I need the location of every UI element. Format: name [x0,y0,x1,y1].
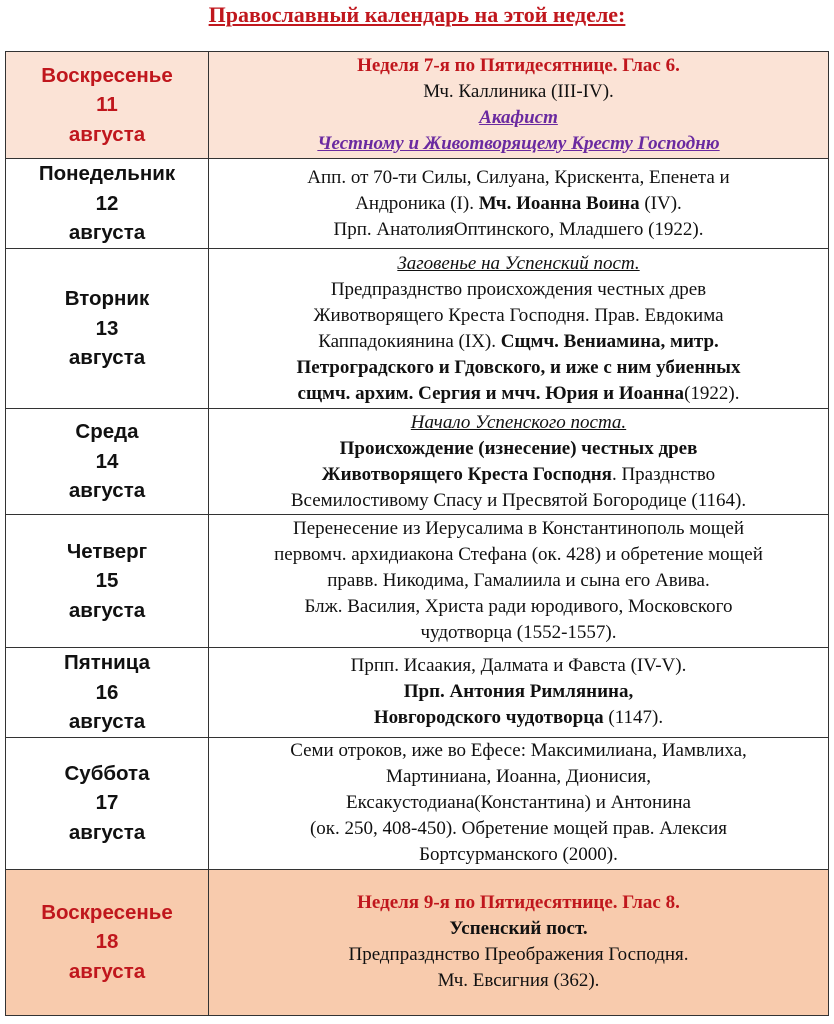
weekday: Пятница [64,651,150,674]
month: августа [68,221,146,245]
fast-note: Начало Успенского поста. [410,411,627,433]
description-cell [209,52,829,159]
description-line: Перенесение из Иерусалима в Константинополь мощей [293,518,744,539]
month: августа [68,959,146,983]
day-number: 16 [95,680,119,704]
month: августа [68,479,146,503]
description-line: чудотворца (1552-1557). [420,622,617,643]
description-line: Блж. Василия, Христа ради юродивого, Московского [304,596,733,617]
table-row [6,648,829,738]
description-line: Петроградского и Гдовского, и иже с ним убиенных [296,356,741,378]
weekday: Среда [75,420,139,444]
description-cell [209,249,829,409]
weekday: Четверг [66,539,148,563]
day-number: 17 [95,791,119,815]
month: августа [68,598,146,622]
description-line: Семи отроков, иже во Ефесе: Максимилиана, Иамвлиха, [290,740,747,761]
description-line: Всемилостивому Спасу и Пресвятой Богородице (1164). [290,489,747,511]
description-cell [209,869,829,1015]
description-line: Животворящего Креста Господня. Прав. Евдокима [313,304,724,326]
day-number: 11 [96,93,118,117]
weekday: Понедельник [38,162,176,186]
feast-title: Неделя 9-я по Пятидесятнице. Глас 8. [357,892,680,913]
description-line: Мартиниана, Иоанна, Дионисия, [386,766,651,787]
month: августа [68,346,146,370]
description-line: первомч. архидиакона Стефана (ок. 428) и обретение мощей [274,544,763,565]
description-line: Андроника (I). Мч. Иоанна Воина (IV). [355,192,682,214]
feast-title: Неделя 7-я по Пятидесятнице. Глас 6. [357,55,680,76]
table-row [6,409,829,515]
description-line: сщмч. архим. Сергия и мчч. Юрия и Иоанна(1922). [297,382,740,404]
description-line: Прп. Антония Римлянина, [403,681,634,703]
fast-note: Заговенье на Успенский пост. [397,252,640,274]
description-line: Предпразднство происхождения честных древ [330,278,707,300]
table-row [6,737,829,869]
day-number: 14 [95,449,119,473]
table-row [6,515,829,648]
description-line: Апп. от 70-ти Силы, Силуана, Крискента, Епенета и [307,166,730,188]
description-line: Успенский пост. [449,918,588,939]
day-cell [6,52,209,159]
table-row [6,159,829,249]
description-cell [209,159,829,249]
day-cell [6,737,209,869]
day-number: 12 [95,191,119,215]
description-line: Бортсурманского (2000). [419,844,618,865]
month: августа [68,710,146,733]
description-cell [209,515,829,648]
month: августа [68,122,146,146]
description-line: Мч. Евсигния (362). [437,970,600,991]
description-line: Происхождение (изнесение) честных древ [339,437,698,459]
month: августа [68,820,146,844]
description-cell [209,648,829,738]
day-cell [6,159,209,249]
description-line: Мч. Каллиника (III-IV). [423,81,614,102]
weekday: Суббота [64,761,150,785]
description-line: Новгородского чудотворца (1147). [373,707,664,729]
description-line: Прпп. Исаакия, Далмата и Фавста (IV-V). [350,655,687,677]
description-line: Прп. АнатолияОптинского, Младшего (1922). [333,218,704,240]
day-cell [6,869,209,1015]
table-row [6,869,829,1015]
day-cell [6,249,209,409]
description-line: Животворящего Креста Господня. Празднство [321,463,716,485]
page-title: Православный календарь на этой неделе: [208,2,626,27]
day-number: 18 [95,930,119,954]
weekday: Воскресенье [41,900,173,924]
description-line: Ексакустодиана(Константина) и Антонина [346,792,691,813]
description-cell [209,737,829,869]
calendar-table [5,51,829,1016]
day-cell [6,648,209,738]
weekday: Воскресенье [41,63,173,87]
description-line: Каппадокиянина (IX). Сщмч. Вениамина, митр. [318,330,719,352]
day-number: 13 [95,316,119,340]
table-row [6,52,829,159]
description-line: Предпразднство Преображения Господня. [348,944,689,965]
akathist-link[interactable]: Акафист [479,107,558,128]
description-cell [209,409,829,515]
description-line: (ок. 250, 408-450). Обретение мощей прав. Алексия [309,818,728,839]
day-cell [6,515,209,648]
description-line: правв. Никодима, Гамалиила и сына его Авива. [327,570,710,591]
day-cell [6,409,209,515]
weekday: Вторник [64,287,150,311]
table-row [6,249,829,409]
day-number: 15 [95,569,119,593]
akathist-link-title[interactable]: Честному и Животворящему Кресту Господню [317,133,720,154]
